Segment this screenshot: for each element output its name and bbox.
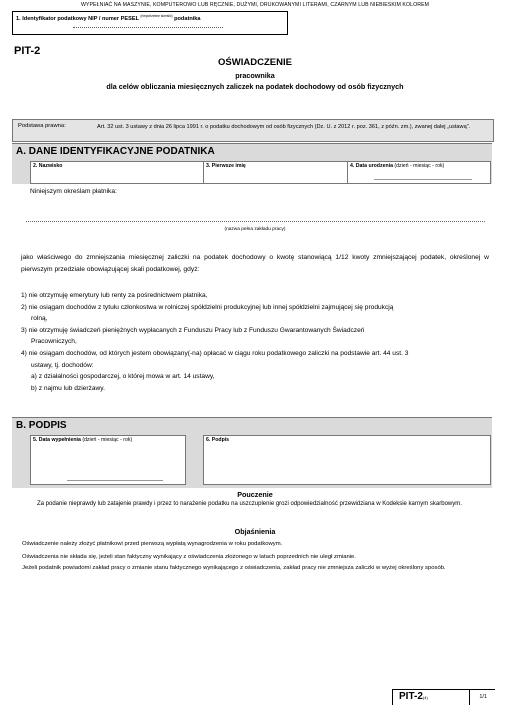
form-code: PIT-2 [14, 45, 41, 57]
section-a-fields [12, 159, 492, 184]
pouczenie-title: Pouczenie [237, 490, 273, 499]
fill-date-ticks [67, 476, 163, 481]
pouczenie-text: Za podanie nieprawdy lub zatajenie prawdy i przez to narażenie podatku na uszczuplenie grozi odpowiedzialność przewidziana w Kodeksie karnym skarbowym. [37, 501, 462, 507]
payer-name-input[interactable] [26, 221, 485, 222]
taxpayer-id-label: 1. Identyfikator podatkowy NIP / numer PESEL $^{(niepotrzebne skreślić)}$ podatnika [16, 14, 201, 22]
legal-basis-box [12, 119, 494, 142]
surname-label: 2. Nazwisko [33, 163, 63, 169]
section-b-header [12, 418, 492, 434]
objasnienia-line-3: Jeżeli podatnik powiadomi zakład pracy o zmianie stanu faktycznego wynikającego z oświadczenia, zakład pracy nie zmniejsza zaliczki w wyżej określony sposób. [22, 565, 446, 571]
document-subtitle-purpose: dla celów obliczania miesięcznych zaliczek na podatek dochodowy od osób fizycznych [106, 82, 404, 91]
payer-name-caption: (nazwa pełna zakładu pracy) [224, 227, 286, 232]
signature-field[interactable] [203, 435, 491, 485]
declaration-body: jako właściwego do zmniejszania miesięcznej zaliczki na podatek dochodowy o kwotę stanowiącą 1/12 kwoty zmniejszającej podatek, określonej w pierwszym przedziale obowiązującej skali podatkowej, gdyż: [21, 254, 489, 273]
declaration-item-3-cont: Pracowniczych, [31, 338, 77, 346]
document-title: OŚWIADCZENIE [218, 57, 292, 68]
birth-date-field[interactable] [347, 161, 491, 184]
objasnienia-line-2: Oświadczenia nie składa się, jeżeli stan faktyczny wynikający z oświadczenia złożonego w latach poprzednich nie uległ zmianie. [22, 554, 356, 560]
declaration-item-3: 3) nie otrzymuję świadczeń pieniężnych wypłacanych z Funduszu Pracy lub z Funduszu Gwarantowanych Świadczeń [21, 326, 365, 334]
section-b-fields [12, 435, 492, 488]
declaration-item-4: 4) nie osiągam dochodów, od których jestem obowiązany(-na) opłacać w ciągu roku podatkowego zaliczki na podstawie art. 44 ust. 3 [21, 349, 409, 357]
declaration-list [21, 290, 491, 394]
taxpayer-id-input[interactable] [73, 27, 223, 28]
fill-instructions-note: WYPEŁNIAĆ NA MASZYNIE, KOMPUTEROWO LUB RĘCZNIE, DUŻYMI, DRUKOWANYMI LITERAMI, CZARNYM LUB NIEBIESKIM KOLOREM [80, 2, 430, 8]
taxpayer-id-box [12, 11, 288, 35]
declaration-item-2: 2) nie osiągam dochodów z tytułu członkostwa w rolniczej spółdzielni produkcyjnej lub innej spółdzielni zajmującej się produkcją [21, 303, 394, 311]
declaration-item-4b: b) z najmu lub dzierżawy. [31, 384, 105, 392]
declaration-item-1: 1) nie otrzymuję emerytury lub renty za pośrednictwem płatnika, [21, 292, 208, 299]
birth-date-ticks [374, 175, 472, 180]
legal-basis-text: Art. 32 ust. 3 ustawy z dnia 26 lipca 1991 r. o podatku dochodowym od osób fizycznych (Dz. U. z 2012 r. poz. 361, z późn. zm.), zwanej dalej „ustawą”. [97, 124, 471, 130]
declaration-item-2-cont: rolną, [31, 315, 48, 323]
declaration-item-4-cont: ustawy, tj. dochodów: [31, 361, 94, 369]
signature-label: 6. Podpis [206, 437, 230, 443]
fill-date-label: 5. Data wypełnienia (dzień - miesiąc - rok) [33, 437, 133, 443]
surname-field[interactable] [30, 161, 204, 184]
legal-basis-label: Podstawa prawna: [18, 123, 66, 129]
fill-date-field[interactable] [30, 435, 186, 485]
footer-form-code: PIT-2(4) [399, 691, 428, 702]
birth-date-label: 4. Data urodzenia (dzień - miesiąc - rok) [350, 163, 445, 169]
document-subtitle: pracownika [235, 71, 275, 80]
section-b [12, 417, 492, 488]
objasnienia-line-1: Oświadczenie należy złożyć płatnikowi przed pierwszą wypłatą wynagrodzenia w roku podatkowym. [22, 541, 283, 547]
objasnienia-title: Objaśnienia [234, 527, 276, 536]
first-name-label: 3. Pierwsze imię [206, 163, 246, 169]
section-a-title: A. DANE IDENTYFIKACYJNE PODATNIKA [16, 146, 215, 157]
page-footer [392, 689, 495, 705]
page-number: 1/1 [479, 694, 487, 700]
first-name-field[interactable] [203, 161, 348, 184]
section-b-title: B. PODPIS [16, 420, 67, 431]
footer-separator [469, 690, 470, 705]
payer-intro: Niniejszym określam płatnika: [30, 188, 117, 195]
declaration-item-4a: a) z działalności gospodarczej, o której mowa w art. 14 ustawy, [31, 373, 215, 381]
